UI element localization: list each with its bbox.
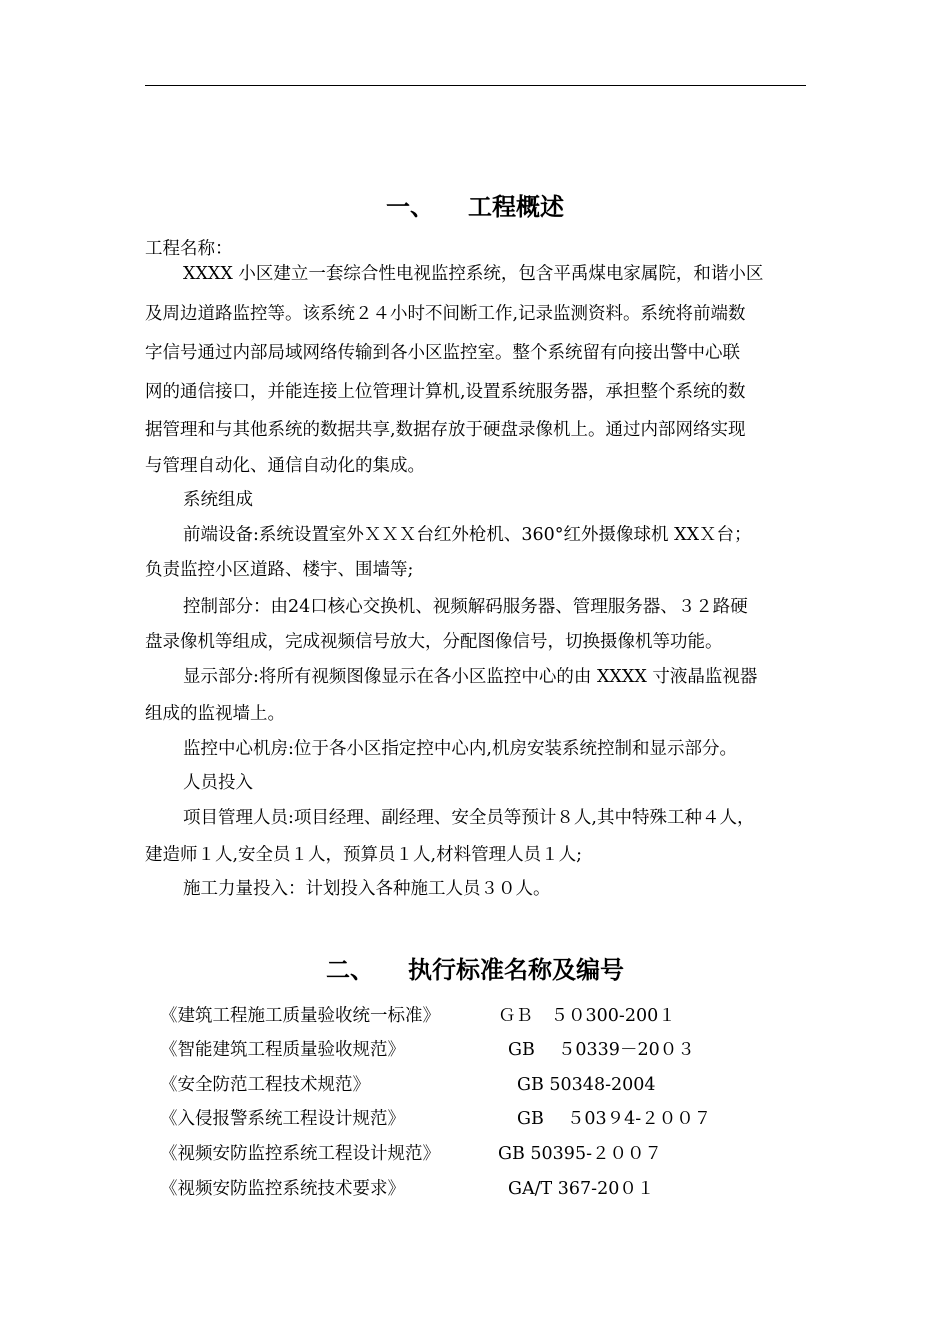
section-1-number: 一、 (386, 193, 434, 221)
paragraph-line: 控制部分：由24口核心交换机、视频解码服务器、管理服务器、３２路硬 (183, 597, 748, 617)
standard-code: GB ５0339－20０３ (508, 1040, 695, 1060)
paragraph-line: 盘录像机等组成，完成视频信号放大，分配图像信号，切换摄像机等功能。 (145, 632, 723, 652)
standard-code: GB 50348-2004 (517, 1075, 656, 1095)
paragraph-line: 字信号通过内部局域网络传输到各小区监控室。整个系统留有向接出警中心联 (145, 343, 740, 363)
standard-name: 《视频安防监控系统工程设计规范》 (160, 1144, 440, 1164)
standard-name: 《安全防范工程技术规范》 (160, 1075, 370, 1095)
paragraph-line: 前端设备:系统设置室外ＸＸＸ台红外枪机、360°红外摄像球机 XXＸ台； (183, 525, 752, 545)
paragraph-line: XXXX 小区建立一套综合性电视监控系统，包含平禹煤电家属院，和谐小区 (183, 264, 764, 284)
paragraph-line: 据管理和与其他系统的数据共享,数据存放于硬盘录像机上。通过内部网络实现 (145, 420, 746, 440)
paragraph-line: 人员投入 (183, 773, 253, 793)
paragraph-line: 系统组成 (183, 490, 253, 510)
paragraph-line: 及周边道路监控等。该系统２４小时不间断工作,记录监测资料。系统将前端数 (145, 304, 746, 324)
paragraph-line: 网的通信接口，并能连接上位管理计算机,设置系统服务器，承担整个系统的数 (145, 382, 746, 402)
paragraph-line: 组成的监视墙上。 (145, 704, 285, 724)
paragraph-line: 显示部分:将所有视频图像显示在各小区监控中心的由 XXXX 寸液晶监视器 (183, 667, 758, 687)
paragraph-line: 工程名称： (145, 239, 233, 259)
section-1-title: 工程概述 (468, 193, 564, 221)
paragraph-line: 监控中心机房:位于各小区指定控中心内,机房安装系统控制和显示部分。 (183, 739, 737, 759)
standard-name: 《入侵报警系统工程设计规范》 (160, 1109, 405, 1129)
standard-name: 《建筑工程施工质量验收统一标准》 (160, 1006, 440, 1026)
paragraph-line: 项目管理人员:项目经理、副经理、安全员等预计８人,其中特殊工种４人， (183, 808, 755, 828)
paragraph-line: 负责监控小区道路、楼宇、围墙等; (145, 560, 414, 580)
standard-code: GA/T 367-20０１ (508, 1179, 655, 1199)
section-2-number: 二、 (326, 956, 374, 984)
standard-code: GB ５03９4-２００７ (517, 1109, 712, 1129)
paragraph-line: 与管理自动化、通信自动化的集成。 (145, 456, 425, 476)
standard-name: 《智能建筑工程质量验收规范》 (160, 1040, 405, 1060)
paragraph-line: 建造师１人,安全员１人，预算员１人,材料管理人员１人; (145, 845, 583, 865)
header-rule (145, 85, 806, 86)
standard-name: 《视频安防监控系统技术要求》 (160, 1179, 405, 1199)
section-1-heading (0, 192, 950, 222)
paragraph-line: 施工力量投入：计划投入各种施工人员３０人。 (183, 879, 551, 899)
standard-code: GB 50395-２００７ (498, 1144, 662, 1164)
section-2-title: 执行标准名称及编号 (408, 956, 624, 984)
section-2-heading (0, 955, 950, 985)
standard-code: ＧＢ ５０300-200１ (498, 1006, 676, 1026)
